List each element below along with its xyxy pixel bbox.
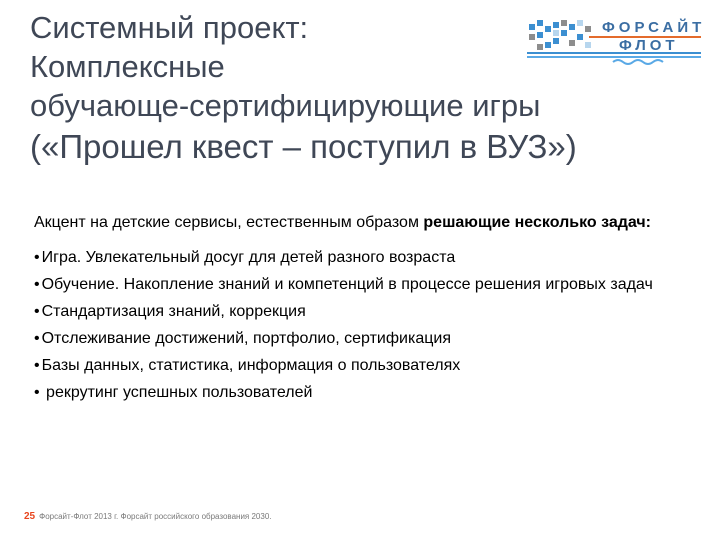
bullet-text: рекрутинг успешных пользователей	[41, 384, 313, 401]
title-line-4: («Прошел квест – поступил в ВУЗ»)	[30, 128, 577, 165]
bullet-item	[34, 329, 684, 349]
bullet-text: Игра. Увлекательный досуг для детей разного возраста	[41, 249, 456, 266]
intro-bold-text: решающие несколько задач:	[423, 214, 651, 231]
bullet-text: Отслеживание достижений, портфолио, сертификация	[41, 330, 451, 347]
bullet-marker: •	[34, 330, 40, 347]
title-line-2: Комплексные	[30, 49, 225, 84]
bullet-item	[34, 275, 684, 295]
bullet-marker: •	[34, 303, 40, 320]
bullet-text: Стандартизация знаний, коррекция	[41, 303, 306, 320]
logo-word-flot: ФЛОТ	[619, 37, 679, 54]
bullet-marker: •	[34, 249, 40, 266]
bullet-list	[34, 248, 684, 403]
forsight-flot-logo	[527, 16, 706, 66]
bullet-item	[34, 356, 684, 376]
logo-word-forsight: ФОРСАЙТ	[602, 19, 706, 36]
bullet-marker: •	[34, 384, 40, 401]
bullet-marker: •	[34, 276, 40, 293]
slide-footer	[24, 511, 272, 525]
bullet-text: Обучение. Накопление знаний и компетенций в процессе решения игровых задач	[41, 276, 653, 293]
footer-source: Форсайт-Флот 2013 г. Форсайт российского образования 2030.	[39, 512, 272, 521]
bullet-text: Базы данных, статистика, информация о пользователях	[41, 357, 461, 374]
page-number: 25	[24, 511, 36, 522]
title-line-3: обучающе-сертифицирующие игры	[30, 88, 541, 123]
intro-regular-text: Акцент на детские сервисы, естественным образом	[34, 214, 424, 231]
bullet-item	[34, 302, 684, 322]
bullet-marker: •	[34, 357, 40, 374]
bullet-item	[34, 248, 684, 268]
bullet-item	[34, 383, 684, 403]
intro-paragraph	[34, 213, 684, 233]
slide-body	[34, 213, 684, 410]
title-line-1: Системный проект:	[30, 10, 309, 45]
